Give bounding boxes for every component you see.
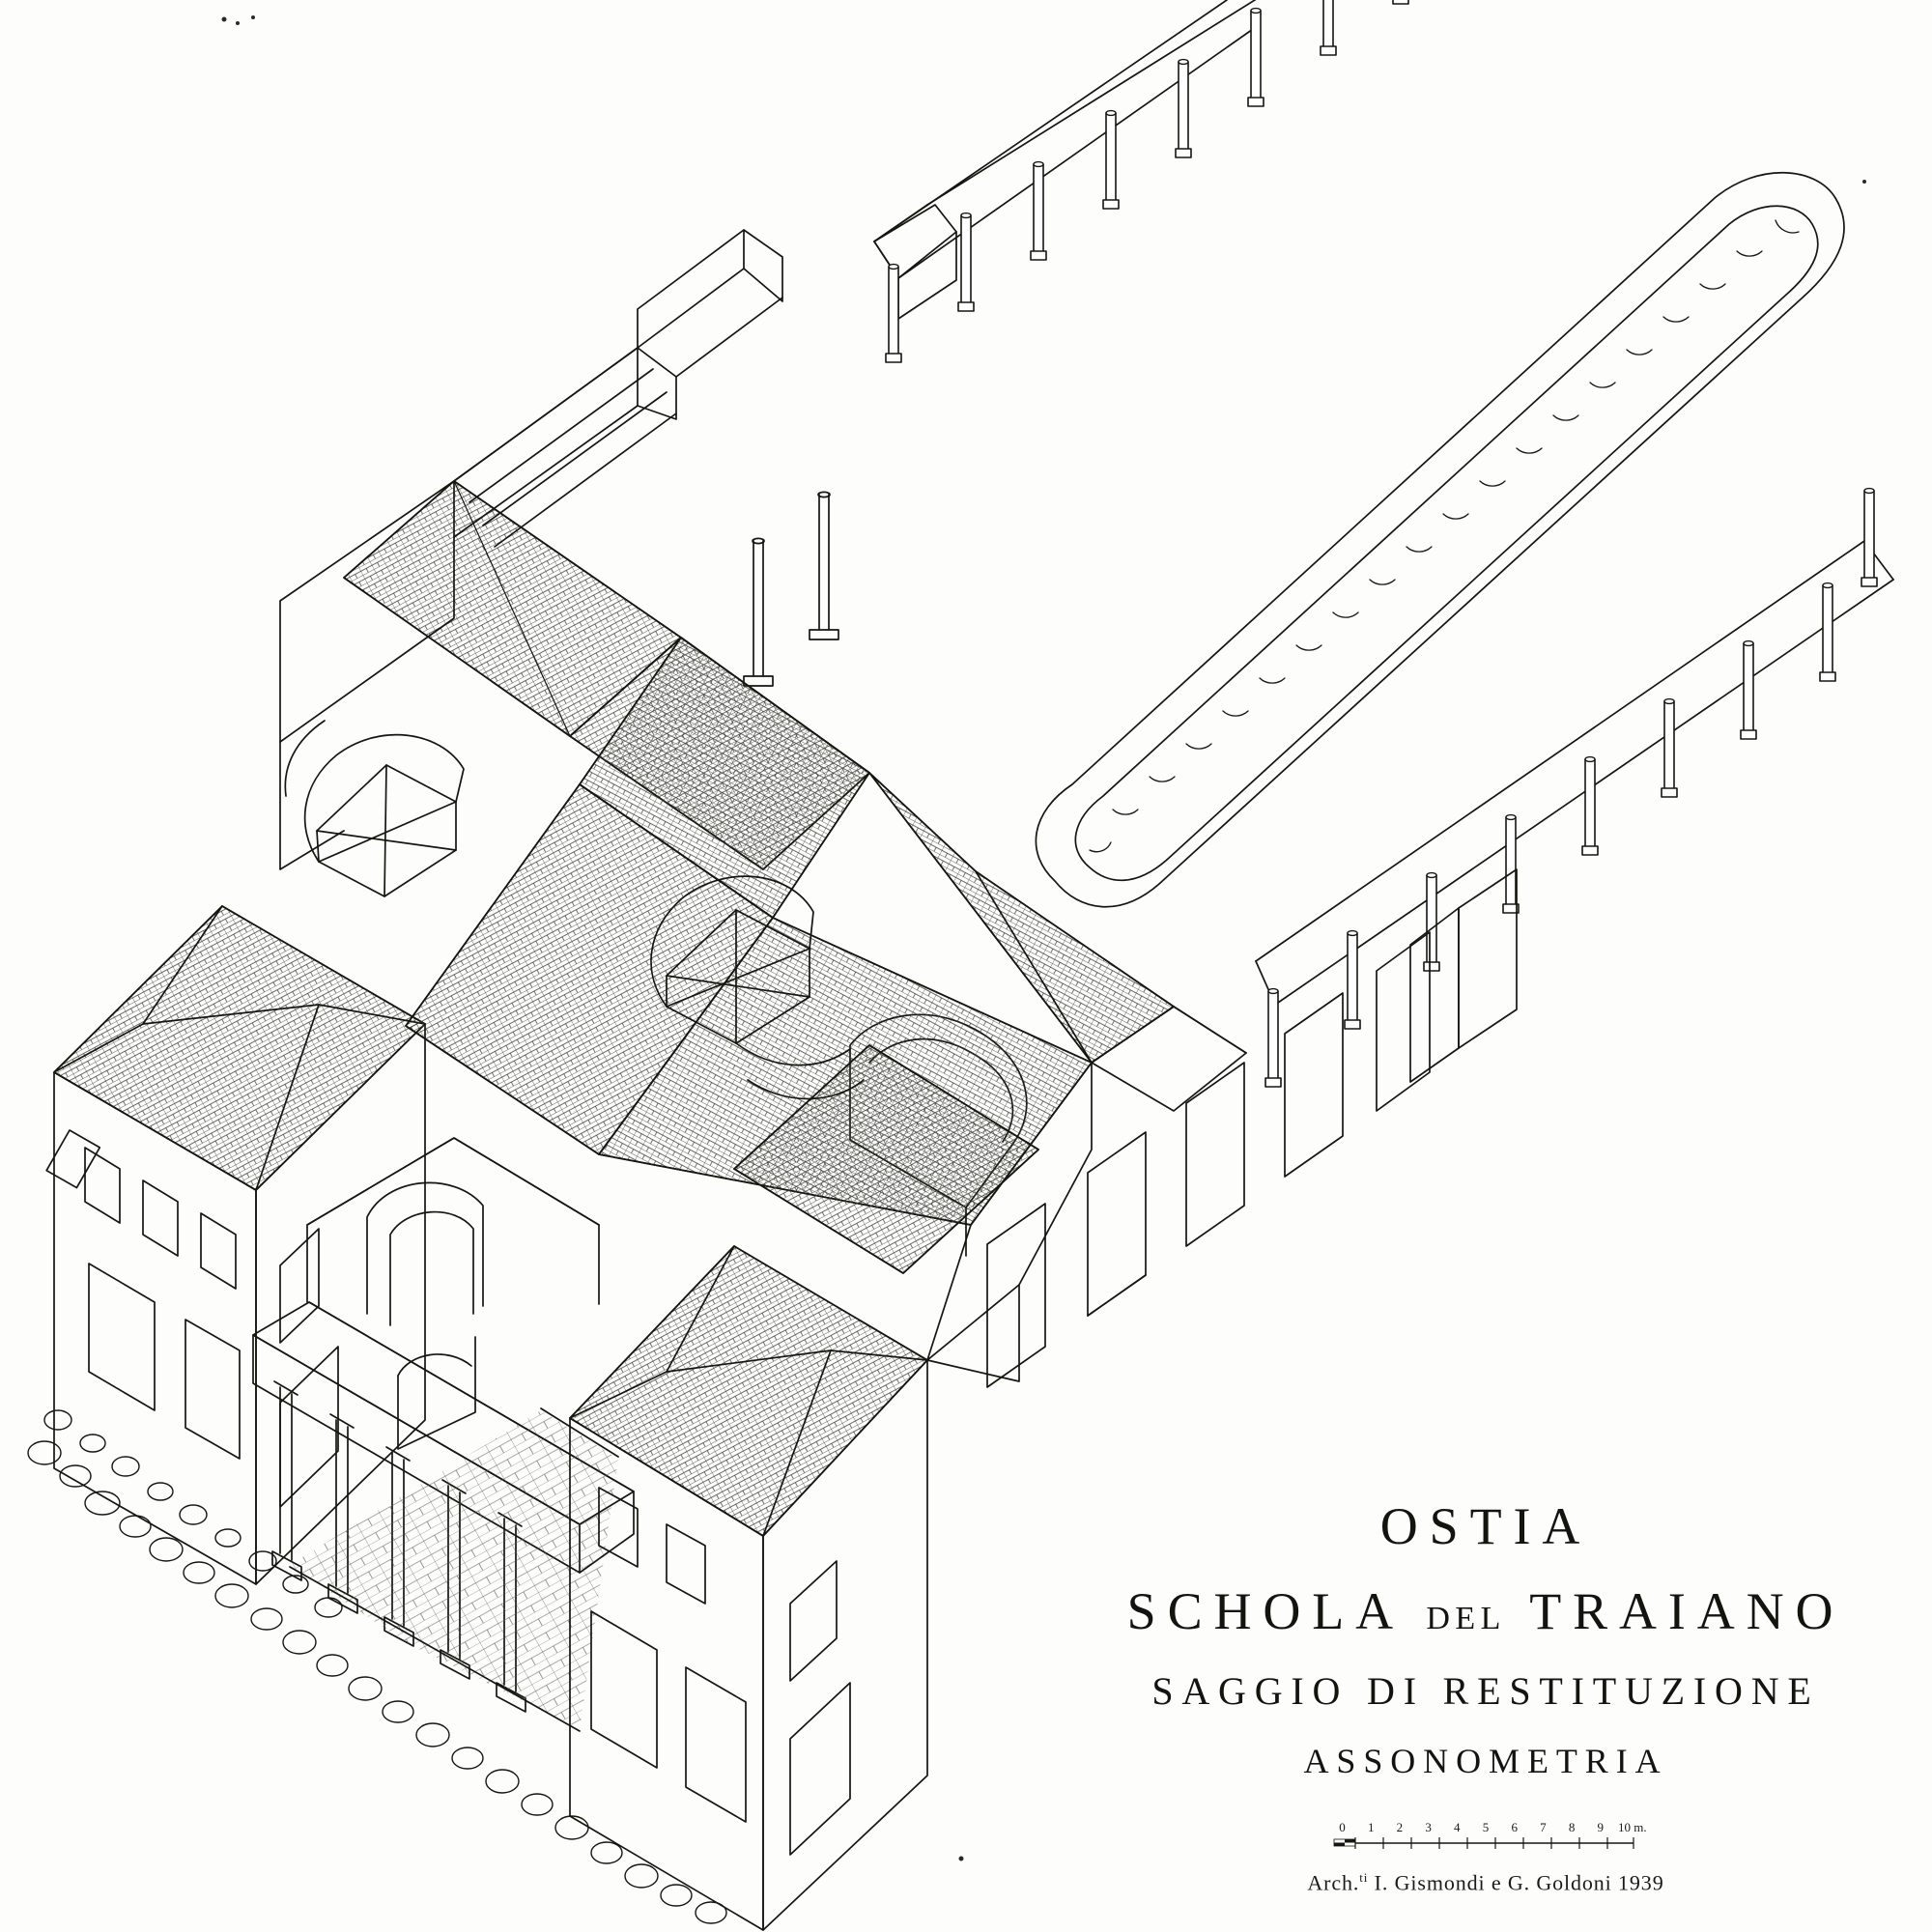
scale-bar <box>1326 1821 1645 1861</box>
title-traiano: TRAIANO <box>1529 1581 1845 1640</box>
rear-wall-north-stub <box>638 230 782 377</box>
scale-tick-1: 1 <box>1367 1819 1375 1834</box>
dome-left <box>285 721 464 896</box>
tall-columns-left <box>744 492 838 686</box>
title-line-ostia: OSTIA <box>1379 1496 1592 1555</box>
scale-tick-3: 3 <box>1425 1819 1432 1834</box>
rear-courtyard-north-wall <box>874 0 1270 278</box>
roof-left-block <box>54 906 425 1190</box>
credit-names: I. Gismondi e G. Goldoni 1939 <box>1374 1870 1664 1894</box>
credit-line <box>1090 1871 1882 1893</box>
north-wall-end-block <box>874 205 956 319</box>
credit-prefix: Arch. <box>1307 1870 1360 1894</box>
scale-unit-label: 10 m. <box>1617 1819 1647 1834</box>
portico-floor <box>290 1408 618 1731</box>
credit-superscript: ti <box>1359 1869 1369 1885</box>
scale-tick-6: 6 <box>1511 1819 1518 1834</box>
scale-tick-0: 0 <box>1339 1819 1346 1834</box>
scale-tick-9: 9 <box>1597 1819 1605 1834</box>
scale-tick-7: 7 <box>1540 1819 1547 1834</box>
roof-front-right-pavilion <box>570 1246 927 1536</box>
title-line-schola <box>1090 1581 1882 1640</box>
scale-tick-2: 2 <box>1396 1819 1404 1834</box>
title-line-saggio: SAGGIO DI RESTITUZIONE <box>1151 1668 1820 1713</box>
title-line-assonometria: ASSONOMETRIA <box>1303 1741 1668 1780</box>
central-facade-arch <box>307 1138 599 1449</box>
scale-tick-8: 8 <box>1568 1819 1576 1834</box>
courtyard-column-row-south <box>1265 489 1877 1087</box>
scale-tick-5: 5 <box>1482 1819 1490 1834</box>
scale-bar-labels <box>1326 1821 1645 1836</box>
oval-basin <box>1036 173 1844 907</box>
title-block <box>1090 1496 1882 1894</box>
title-schola: SCHOLA <box>1126 1581 1402 1640</box>
title-del: DEL <box>1426 1600 1506 1636</box>
scale-bar-graphic <box>1326 1836 1645 1856</box>
scale-tick-4: 4 <box>1454 1819 1461 1834</box>
